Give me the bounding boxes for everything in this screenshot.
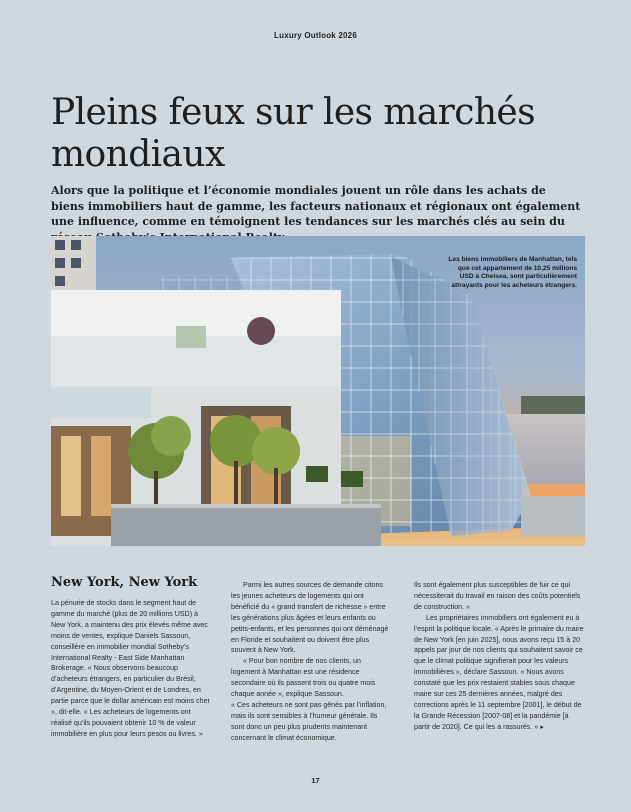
text-column-3: [414, 580, 584, 733]
manhattan-building-photo: [51, 236, 585, 546]
text-column-1: [51, 598, 211, 740]
paragraph: « Ces acheteurs ne sont pas gênés par l’inflation, mais ils sont sensibles à l’humeur générale. Ils sont donc un peu plus prudents maintenant concernant le climat économique.: [231, 700, 387, 742]
photo-caption: Les biens immobiliers de Manhattan, tels que cet appartement de 10,25 millions USD à Chelsea, sont particulièrement attrayants pour les acheteurs étrangers.: [448, 256, 577, 289]
article-dek: Alors que la politique et l’économie mondiales jouent un rôle dans les achats de biens immobiliers haut de gamme, les facteurs nationaux et régionaux ont également une influence, comme en témoignent les tendances sur les marchés clés au sein du: [51, 184, 581, 228]
running-header: Luxury Outlook 2026: [274, 31, 357, 40]
paragraph: Parmi les autres sources de demande citons les jeunes acheteurs de logements qui ont bénéficié du « grand transfert de richesse » entre les générations plus âgées et leurs enfants ou petits-enfants, et les personnes qui ont déménagé en Floride et souhaitent ou doivent être plus souvent à New York.: [231, 581, 389, 655]
paragraph: La pénurie de stocks dans le segment haut de gamme du marché (plus de 20 millions USD) à New York, a maintenu des prix élevés même avec moins de ventes, explique Daniels Sassoun, conseillère en immobilier mondial Sotheby’s International Realty - East Side Manhattan Brokerage. « Nous observons beaucoup d’acheteurs étrangers, en particulier du Brésil, d’Argentine, du Moyen-Orient et de Londres, en partie parce que le dollar américain est moins cher », dit-elle. « Les acheteurs de logements ont réalisé qu’ils pouvaient obtenir 10 % de valeur immobilière en plus pour leurs pesos ou livres. »: [51, 599, 210, 738]
section-heading: New York, New York: [51, 575, 198, 590]
paragraph-with-end-mark: [414, 613, 584, 733]
paragraph: « Pour bon nombre de nos clients, un logement à Manhattan est une résidence secondaire où ils passent trois ou quatre mois chaque année », explique Sassoun.: [231, 657, 376, 699]
paragraph-text: Les propriétaires immobiliers ont également eu à l’esprit la politique locale. « Après le primaire du maire de New York [en juin 2025], nous avons reçu 15 à 20 appels par jour de nos clients qui souhaitent savoir ce que le climat politique signifierait pour les valeurs immobilières », déclare Sassoun. « Nous avons constaté que les prix restaient stables sous chaque maire sur ces 25 dernières années, malgré des corrections après le 11 septembre [2001], le début de la Grande Récession [2007-08] et la pandémie [à partir de 2020]. Ce qui les a rassurés. »: [414, 613, 584, 731]
paragraph: Ils sont également plus susceptibles de fuir ce qui nécessiterait du travail en raison des coûts potentiels de construction. »: [414, 581, 581, 611]
page-title: Pleins feux sur les marchés mondiaux: [51, 92, 536, 175]
text-column-2: [231, 580, 391, 744]
end-mark-icon: ▸: [540, 722, 544, 731]
page-number: 17: [311, 776, 320, 785]
